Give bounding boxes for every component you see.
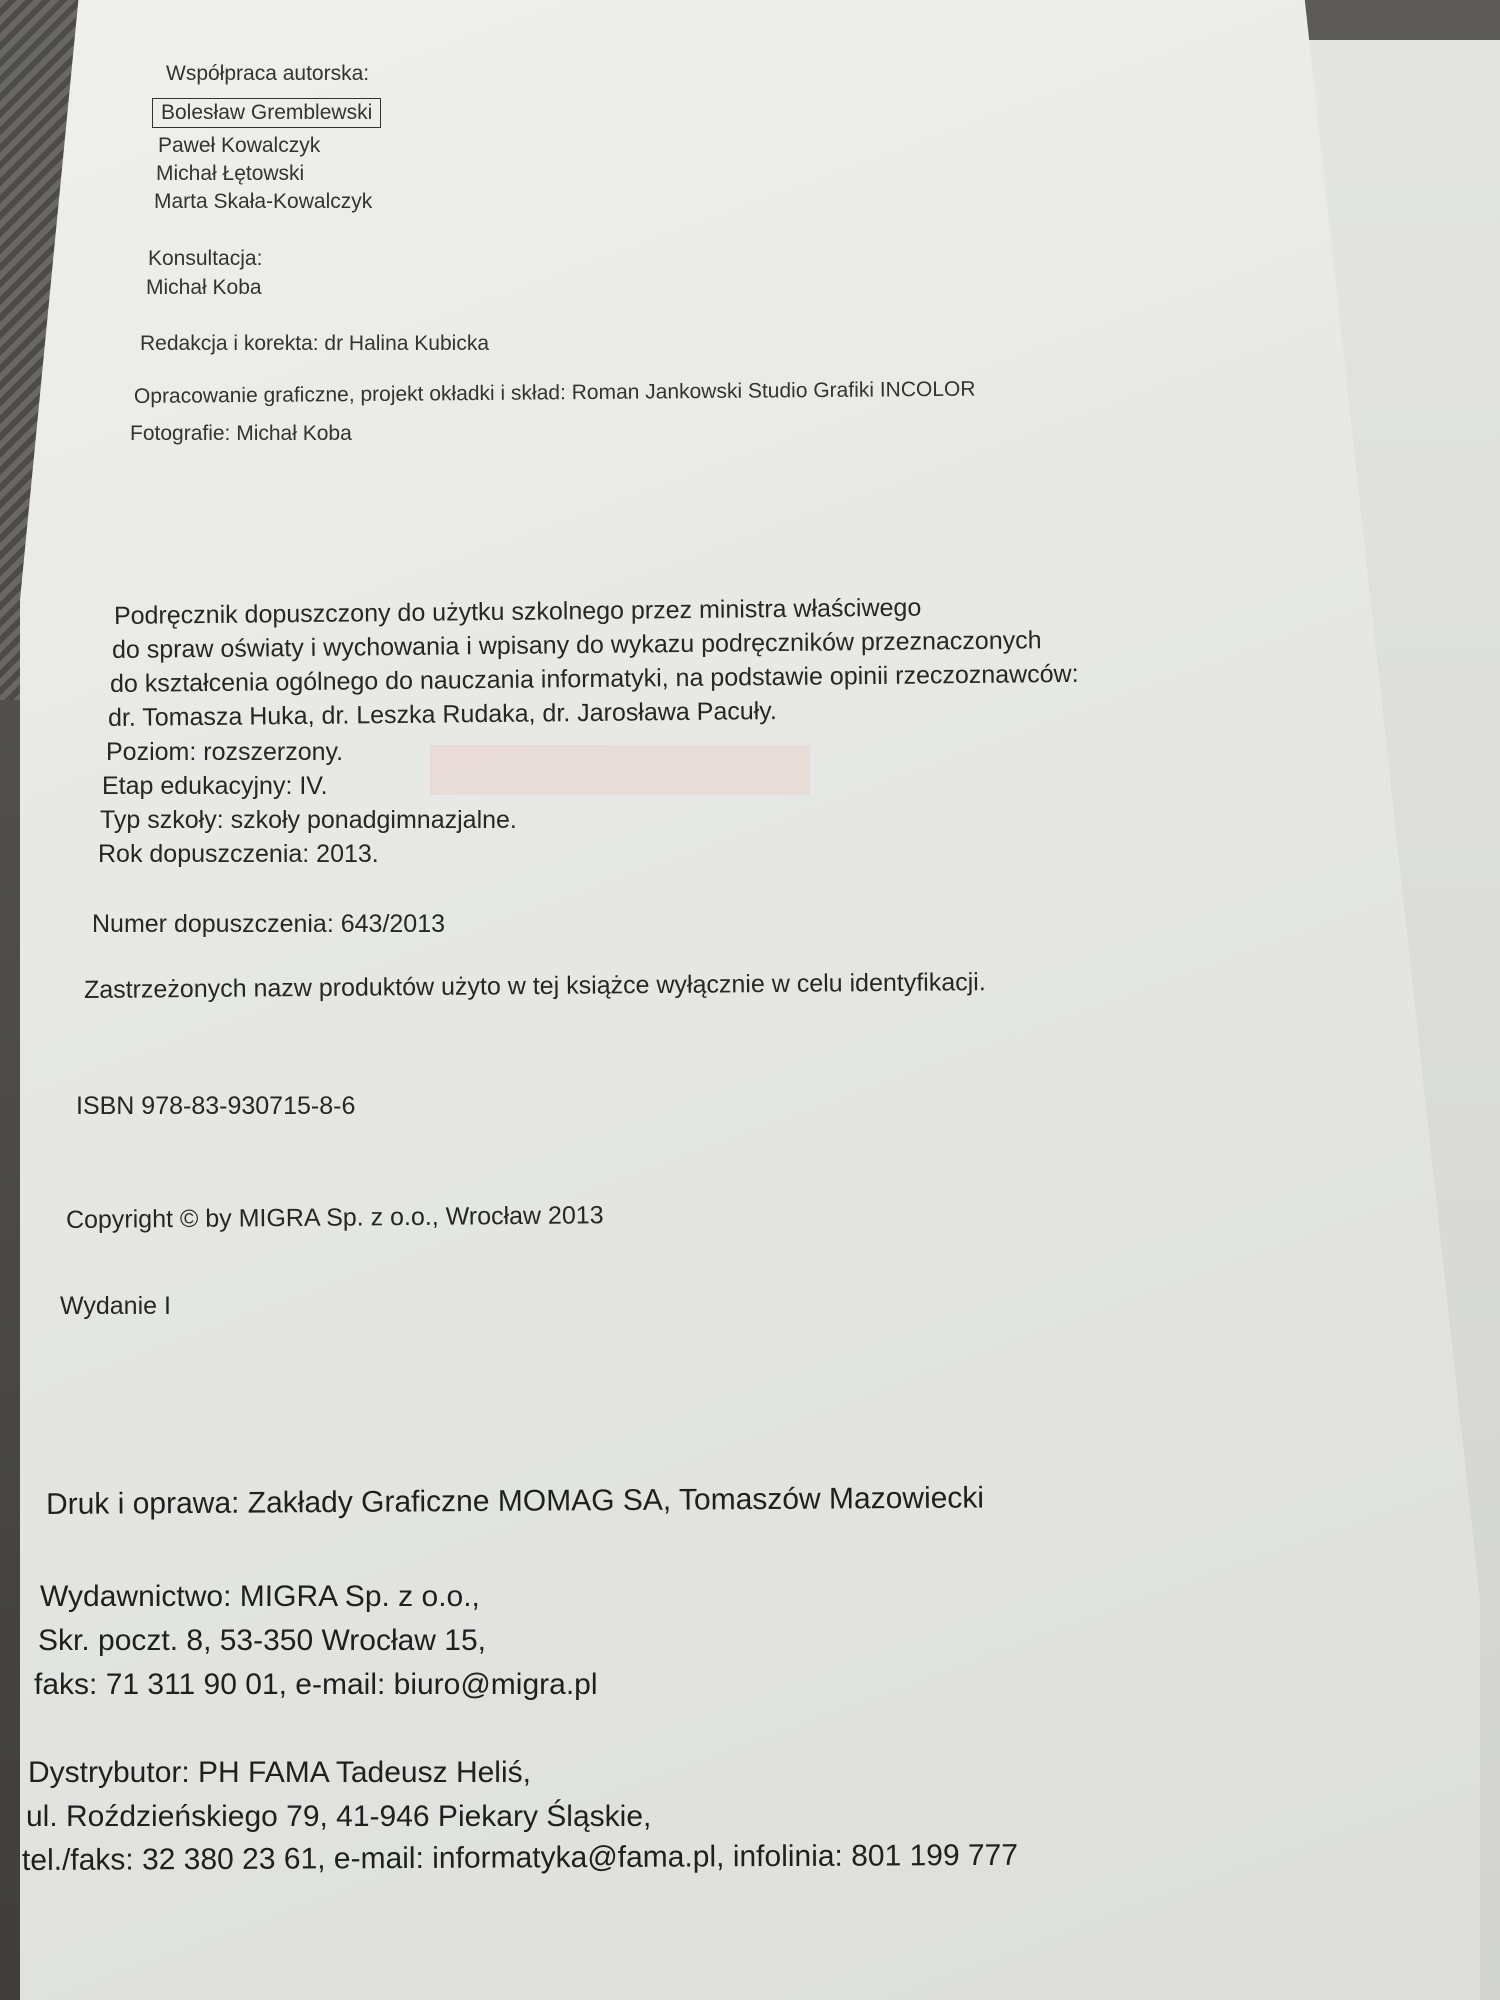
publisher-line-2: Skr. poczt. 8, 53-350 Wrocław 15, (38, 1624, 486, 1657)
publisher-line-1: Wydawnictwo: MIGRA Sp. z o.o., (40, 1580, 480, 1613)
trademark-note: Zastrzeżonych nazw produktów użyto w tej książce wyłącznie w celu identyfikacji. (83, 968, 986, 1004)
edition: Wydanie I (60, 1292, 171, 1320)
coauthor-2: Paweł Kowalczyk (158, 134, 321, 157)
distributor-line-3: tel./faks: 32 380 23 61, e-mail: informatyka@fama.pl, infolinia: 801 199 777 (21, 1838, 1019, 1877)
approval-level: Poziom: rozszerzony. (106, 738, 344, 766)
approval-stage: Etap edukacyjny: IV. (102, 772, 328, 800)
publisher-line-3: faks: 71 311 90 01, e-mail: biuro@migra.pl (34, 1668, 598, 1701)
approval-line-1: Podręcznik dopuszczony do użytku szkolnego przez ministra właściwego (113, 593, 922, 630)
distributor-line-2: ul. Roździeńskiego 79, 41-946 Piekary Śląskie, (26, 1800, 652, 1833)
photos-credit: Fotografie: Michał Koba (130, 422, 352, 445)
copyright: Copyright © by MIGRA Sp. z o.o., Wrocław 2013 (65, 1201, 604, 1234)
approval-school-type: Typ szkoły: szkoły ponadgimnazjalne. (100, 806, 517, 834)
coauthor-4: Marta Skała-Kowalczyk (154, 190, 373, 213)
graphics-credit: Opracowanie graficzne, projekt okładki i skład: Roman Jankowski Studio Grafiki INCOLOR (133, 377, 976, 408)
printing-info: Druk i oprawa: Zakłady Graficzne MOMAG SA, Tomaszów Mazowiecki (45, 1481, 985, 1521)
consultation-label: Konsultacja: (148, 247, 263, 270)
coauthorship-label: Współpraca autorska: (166, 62, 370, 85)
coauthor-3: Michał Łętowski (156, 162, 305, 185)
consultant-name: Michał Koba (146, 276, 262, 299)
approval-number: Numer dopuszczenia: 643/2013 (92, 910, 446, 938)
coauthor-1: Bolesław Gremblewski (152, 98, 381, 128)
distributor-line-1: Dystrybutor: PH FAMA Tadeusz Heliś, (28, 1756, 531, 1789)
approval-year: Rok dopuszczenia: 2013. (98, 840, 379, 868)
isbn: ISBN 978-83-930715-8-6 (76, 1092, 356, 1120)
approval-line-2: do spraw oświaty i wychowania i wpisany do wykazu podręczników przeznaczonych (111, 626, 1042, 664)
show-through-band (430, 745, 810, 795)
approval-line-3: do kształcenia ogólnego do nauczania informatyki, na podstawie opinii rzeczoznawców: (109, 659, 1079, 698)
approval-line-4: dr. Tomasza Huka, dr. Leszka Rudaka, dr. Jarosława Pacuły. (107, 696, 777, 732)
editing-credit: Redakcja i korekta: dr Halina Kubicka (140, 332, 490, 355)
